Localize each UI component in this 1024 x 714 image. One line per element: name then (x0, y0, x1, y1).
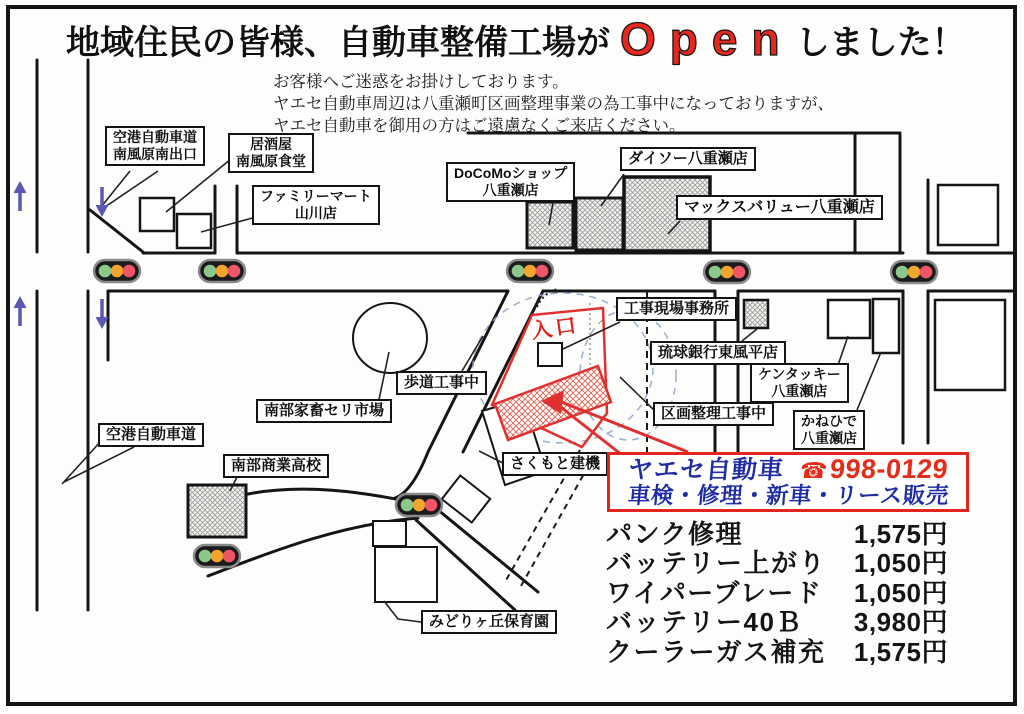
label-line: 南風原食堂 (236, 152, 306, 169)
service-name: クーラーガス補充 (606, 636, 826, 667)
entrance-label: 入口 (529, 313, 581, 344)
traffic-light-icon (891, 261, 937, 283)
service-price: 1,050円 (853, 577, 948, 608)
label-line: 八重瀬店 (801, 429, 857, 446)
map-label-izakaya (228, 133, 314, 173)
service-price: 3,980円 (853, 607, 948, 638)
map-label-sakumoto: さくもと建機 (502, 452, 608, 476)
service-price: 1,575円 (853, 636, 948, 667)
price-row (606, 632, 948, 667)
side-street (903, 291, 928, 443)
label-line: ケンタッキー (758, 366, 841, 382)
building-daiso (576, 198, 623, 250)
service-name: パンク修理 (606, 519, 743, 549)
map-label-seri-market: 南部家畜セリ市場 (256, 399, 392, 423)
building-right-top (938, 185, 998, 245)
northbound-arrow-icon (14, 181, 27, 211)
label-line: 居酒屋 (250, 136, 292, 152)
label-line: ファミリーマート (260, 188, 372, 204)
seri-market-circle (353, 303, 427, 373)
headline-text: しました！ (795, 23, 966, 62)
traffic-light-icon (199, 260, 245, 282)
building-kentucky (828, 300, 870, 338)
map-label-airport-exit (105, 126, 205, 166)
price-row (606, 514, 948, 549)
service-price: 1,050円 (853, 548, 948, 579)
service-price: 1,575円 (853, 519, 948, 549)
label-line: 南風原南出口 (113, 145, 197, 162)
building-kanehide (873, 299, 899, 353)
label-line: かねひで (801, 413, 857, 429)
price-row (606, 543, 948, 579)
notice-text (273, 71, 834, 137)
shop-name: ヤエセ自動車 (626, 456, 786, 485)
label-line: DoCoMoショップ (454, 165, 568, 181)
headline (66, 12, 966, 66)
price-list (606, 514, 948, 667)
building-school (188, 485, 246, 537)
traffic-light-icon (396, 494, 442, 516)
notice-line: ヤエセ自動車を御用の方はご遠慮なくご来店ください。 (273, 117, 686, 136)
label-line: 山川店 (294, 204, 337, 221)
building-site-office (538, 343, 562, 366)
map-label-docomo (446, 162, 575, 202)
map-label-daiso: ダイソー八重瀬店 (620, 147, 756, 171)
notice-line: お客様へご迷惑をお掛けしております。 (273, 73, 569, 91)
exit-ramp (90, 210, 143, 252)
label-line: 八重瀬店 (771, 382, 828, 399)
side-street (215, 186, 237, 253)
map-label-sidewalk-construction: 歩道工事中 (396, 371, 487, 395)
price-row (606, 602, 948, 638)
map-label-familymart (252, 185, 380, 225)
map-label-maxvalu: マックスバリュー八重瀬店 (676, 195, 883, 220)
northbound-arrow-icon (14, 296, 27, 326)
service-name: ワイパーブレード (606, 577, 823, 608)
southbound-arrow-icon (96, 187, 109, 217)
map-label-kanehide (793, 410, 865, 450)
side-street (855, 135, 928, 253)
building-izakaya (140, 198, 174, 231)
building-corner (442, 475, 490, 522)
map-label-ryukyu-bank: 琉球銀行東風平店 (650, 341, 786, 365)
building-right-mid (935, 300, 1005, 390)
traffic-light-icon (507, 260, 553, 282)
building-ryukyu-bank (744, 300, 768, 328)
services-line: 車検・修理・新車・リース販売 (626, 482, 950, 508)
traffic-light-icon (94, 260, 140, 282)
map-label-kentucky (750, 363, 849, 403)
map-label-construction-office: 工事現場事務所 (616, 297, 737, 321)
label-line: 空港自動車道 (113, 129, 197, 145)
map-label-kukaku-construction: 区画整理工事中 (653, 402, 774, 426)
price-row (606, 573, 948, 608)
traffic-light-icon (704, 261, 750, 283)
building-docomo (527, 202, 573, 248)
phone-icon: ☎ (798, 458, 829, 484)
phone-digits: 998-0129 (828, 454, 950, 485)
service-name: バッテリー40Ｂ (606, 607, 803, 638)
shop-area (492, 308, 688, 455)
map-label-nanbu-high-school: 南部商業高校 (223, 454, 329, 478)
map-label-airport-expressway: 空港自動車道 (98, 423, 204, 447)
shop-banner (607, 452, 969, 512)
notice-line: ヤエセ自動車周辺は八重瀬町区画整理事業の為工事中になっておりますが、 (273, 95, 834, 114)
building-midorigaoka-small (373, 521, 406, 546)
headline-text: 地域住民の皆様、自動車整備工場が (66, 23, 610, 62)
traffic-light-icon (194, 545, 240, 567)
label-line: 八重瀬店 (482, 181, 539, 198)
building-midorigaoka-main (375, 547, 437, 602)
phone-number (799, 456, 949, 484)
service-name: バッテリー上がり (606, 548, 827, 579)
map-label-midorigaoka: みどりヶ丘保育園 (421, 610, 557, 634)
banner-line1 (627, 456, 949, 484)
headline-open-highlight: Open (620, 13, 794, 65)
